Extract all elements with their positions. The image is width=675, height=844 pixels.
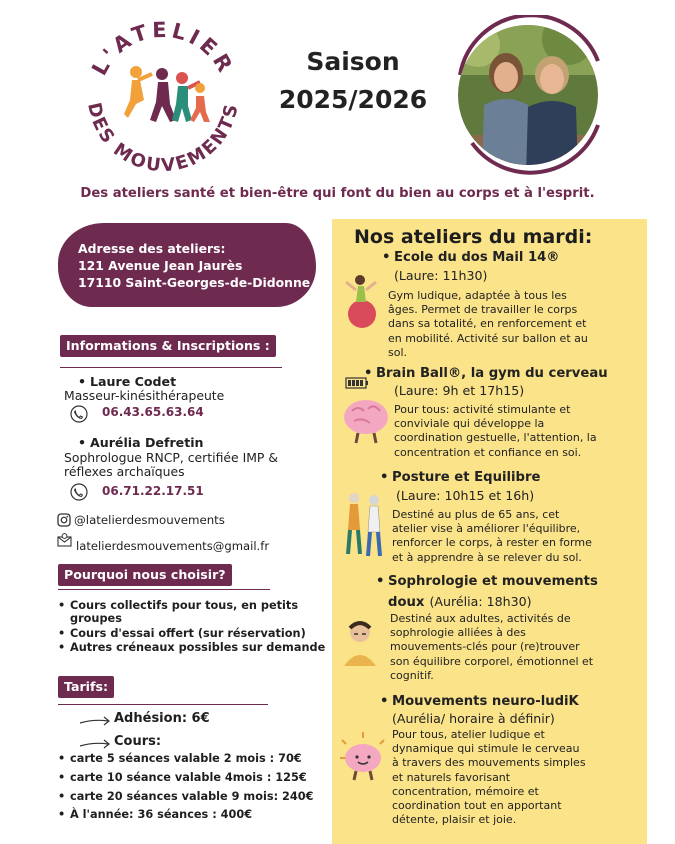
phone-icon bbox=[70, 405, 88, 423]
brain-icon bbox=[340, 395, 392, 445]
address-city: 17110 Saint-Georges-de-Didonne bbox=[78, 275, 311, 290]
contact-1-name: • Laure Codet bbox=[90, 375, 176, 389]
atelier-4-name-cont: doux bbox=[388, 595, 425, 610]
contact-2-phone[interactable]: 06.71.22.17.51 bbox=[102, 484, 204, 498]
atelier-4-desc: Destiné aux adultes, activités de sophrologie alliées à des mouvements-clés pour (re)trouver son équilibre corporel, émotionnel et cognitif. bbox=[390, 612, 594, 682]
gym-ball-icon bbox=[340, 268, 384, 330]
instagram-icon bbox=[57, 513, 71, 527]
info-divider bbox=[60, 367, 282, 368]
tarifs-heading: Tarifs: bbox=[58, 676, 114, 698]
season-year: 2025/2026 bbox=[278, 85, 428, 114]
meditation-icon bbox=[340, 618, 380, 668]
contact-2-role-line2: réflexes archaïques bbox=[64, 464, 185, 479]
atelier-3-time: (Laure: 10h15 et 16h) bbox=[396, 488, 535, 503]
logo-text-top: L'ATELIER bbox=[87, 17, 239, 80]
address-box bbox=[58, 223, 316, 307]
atelier-4-time: (Aurélia: 18h30) bbox=[429, 594, 532, 609]
contact-1-phone[interactable]: 06.43.65.63.64 bbox=[102, 405, 204, 419]
atelier-4-line2 bbox=[388, 591, 532, 610]
ateliers-title: Nos ateliers du mardi: bbox=[354, 226, 593, 248]
address-street: 121 Avenue Jean Jaurès bbox=[78, 258, 243, 273]
atelier-logo bbox=[78, 8, 248, 178]
why-item: • Cours d'essai offert (sur réservation) bbox=[70, 627, 306, 641]
atelier-1-time: (Laure: 11h30) bbox=[394, 268, 488, 283]
tarifs-divider bbox=[58, 704, 268, 705]
instagram-handle[interactable]: @latelierdesmouvements bbox=[74, 513, 225, 527]
email-icon bbox=[57, 533, 73, 547]
atelier-5-name: • Mouvements neuro-ludiK bbox=[392, 694, 579, 709]
atelier-3-name: • Posture et Equilibre bbox=[392, 470, 540, 485]
tagline: Des ateliers santé et bien-être qui font du bien au corps et à l'esprit. bbox=[80, 186, 595, 201]
battery-icon bbox=[345, 377, 369, 389]
why-divider bbox=[58, 589, 270, 590]
why-item: • Autres créneaux possibles sur demande bbox=[70, 641, 325, 655]
phone-icon bbox=[70, 483, 88, 501]
tarif-item: • carte 10 séance valable 4mois : 125€ bbox=[70, 771, 307, 785]
founders-photo bbox=[448, 15, 608, 175]
contact-2-name: • Aurélia Defretin bbox=[90, 436, 204, 450]
atelier-2-name: • Brain Ball®, la gym du cerveau bbox=[376, 366, 608, 381]
season-label: Saison bbox=[306, 47, 400, 76]
contact-1-role: Masseur-kinésithérapeute bbox=[64, 388, 225, 403]
arrow-right-icon bbox=[78, 715, 112, 727]
atelier-1-desc: Gym ludique, adaptée à tous les âges. Permet de travailler le corps dans sa totalité, en renforcement et en mobilité. Activité sur ballon et au sol. bbox=[388, 289, 588, 359]
adhesion: Adhésion: 6€ bbox=[114, 711, 210, 726]
why-heading: Pourquoi nous choisir? bbox=[58, 564, 232, 586]
address-title: Adresse des ateliers: bbox=[78, 241, 226, 256]
svg-text:DES MOUVEMENTS bbox=[83, 101, 243, 177]
tarif-item: • carte 20 séances valable 9 mois: 240€ bbox=[70, 790, 313, 804]
tarif-item: • À l'année: 36 séances : 400€ bbox=[70, 808, 252, 822]
atelier-5-desc: Pour tous, atelier ludique et dynamique qui stimule le cerveau à travers des mouvements simples et naturels favorisant concentration, mémoire et coordination tout en apportant détente, plaisir et joie. bbox=[392, 728, 586, 827]
atelier-4-name: • Sophrologie et mouvements bbox=[388, 574, 598, 589]
atelier-2-desc: Pour tous: activité stimulante et conviviale qui développe la coordination gestuelle, l'attention, la concentration et confiance en soi. bbox=[394, 403, 597, 459]
season-block bbox=[268, 46, 438, 122]
tarif-item: • carte 5 séances valable 2 mois : 70€ bbox=[70, 752, 302, 766]
email-address[interactable]: latelierdesmouvements@gmail.fr bbox=[76, 539, 270, 553]
atelier-1-name: • Ecole du dos Mail 14® bbox=[394, 250, 560, 265]
why-item: • Cours collectifs pour tous, en petits bbox=[70, 599, 298, 613]
cours-label: Cours: bbox=[114, 734, 162, 749]
arrow-right-icon bbox=[78, 738, 112, 750]
happy-brain-icon bbox=[338, 730, 388, 782]
logo-text-bottom: DES MOUVEMENTS bbox=[83, 100, 243, 177]
info-heading: Informations & Inscriptions : bbox=[60, 335, 276, 357]
dancers-icon bbox=[124, 66, 210, 122]
why-item-cont: groupes bbox=[70, 612, 122, 625]
atelier-3-desc: Destiné au plus de 65 ans, cet atelier vise à améliorer l'équilibre, renforcer le corps, à rester en forme et à apprendre à se relever du sol. bbox=[392, 508, 592, 564]
atelier-2-time: (Laure: 9h et 17h15) bbox=[394, 383, 525, 398]
contact-2-role-line1: Sophrologue RNCP, certifiée IMP & bbox=[64, 450, 278, 465]
seniors-exercise-icon bbox=[338, 488, 390, 560]
atelier-5-time: (Aurélia/ horaire à définir) bbox=[392, 711, 555, 726]
